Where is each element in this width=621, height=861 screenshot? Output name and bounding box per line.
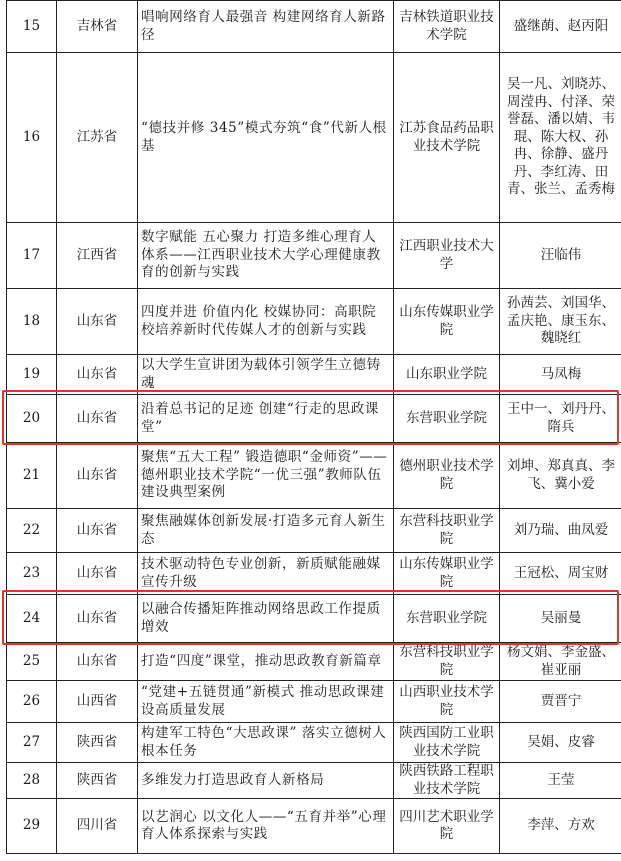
members-cell: 盛继蓢、赵丙阳 (500, 1, 621, 53)
province-cell: 山东省 (57, 443, 138, 509)
table-row (7, 681, 621, 723)
province-cell: 陕西省 (57, 723, 138, 763)
project-title-cell: “德技并修 345”模式夯筑“食”代新人根基 (138, 53, 394, 223)
row-number: 29 (7, 799, 57, 854)
province-cell: 陕西省 (57, 763, 138, 799)
members-cell: 王莹 (500, 763, 621, 799)
row-number: 23 (7, 553, 57, 595)
province-cell: 山东省 (57, 289, 138, 355)
row-number: 24 (7, 595, 57, 643)
institution-cell: 东营科技职业学院 (394, 509, 500, 553)
table-row (7, 443, 621, 509)
award-list-page (6, 0, 615, 854)
institution-cell: 山东传媒职业学院 (394, 553, 500, 595)
project-title-cell: 聚焦“五大工程” 锻造德职“金师资”——德州职业技术学院“一优三强”教师队伍建设典型案例 (138, 443, 394, 509)
institution-cell: 江西职业技术大学 (394, 223, 500, 289)
institution-cell: 四川艺术职业学院 (394, 799, 500, 854)
province-cell: 山东省 (57, 355, 138, 395)
institution-cell: 山东传媒职业学院 (394, 289, 500, 355)
table-row (7, 509, 621, 553)
table-row (7, 289, 621, 355)
members-cell: 刘乃瑞、曲凤爱 (500, 509, 621, 553)
institution-cell: 东营职业学院 (394, 595, 500, 643)
project-title-cell: 以融合传播矩阵推动网络思政工作提质增效 (138, 595, 394, 643)
project-title-cell: 沿着总书记的足迹 创建“行走的思政课堂” (138, 395, 394, 443)
province-cell: 山西省 (57, 681, 138, 723)
project-title-cell: 打造“四度”课堂，推动思政教育新篇章 (138, 643, 394, 681)
row-number: 21 (7, 443, 57, 509)
project-title-cell: 构建军工特色“大思政课” 落实立德树人根本任务 (138, 723, 394, 763)
members-cell: 贾晋宁 (500, 681, 621, 723)
project-title-cell: 四度并进 价值内化 校媒协同：高职院校培养新时代传媒人才的创新与实践 (138, 289, 394, 355)
members-cell: 汪临伟 (500, 223, 621, 289)
project-title-cell: 以大学生宣讲团为载体引领学生立德铸魂 (138, 355, 394, 395)
members-cell: 吴丽曼 (500, 595, 621, 643)
institution-cell: 吉林铁道职业技术学院 (394, 1, 500, 53)
row-number: 28 (7, 763, 57, 799)
members-cell: 王中一、刘丹丹、隋兵 (500, 395, 621, 443)
award-table (6, 0, 621, 854)
table-row (7, 395, 621, 443)
members-cell: 孙茜芸、刘国华、孟庆艳、康玉东、魏晓红 (500, 289, 621, 355)
project-title-cell: “党建+五链贯通”新模式 推动思政课建设高质量发展 (138, 681, 394, 723)
row-number: 17 (7, 223, 57, 289)
members-cell: 吴娟、皮睿 (500, 723, 621, 763)
table-row (7, 723, 621, 763)
row-number: 26 (7, 681, 57, 723)
table-row (7, 223, 621, 289)
table-row (7, 763, 621, 799)
province-cell: 四川省 (57, 799, 138, 854)
members-cell: 杨文娟、李金盛、崔亚丽 (500, 643, 621, 681)
table-row (7, 643, 621, 681)
project-title-cell: 数字赋能 五心聚力 打造多维心理育人体系——江西职业技术大学心理健康教育的创新与实践 (138, 223, 394, 289)
table-row (7, 595, 621, 643)
row-number: 20 (7, 395, 57, 443)
institution-cell: 东营职业学院 (394, 395, 500, 443)
institution-cell: 山东职业学院 (394, 355, 500, 395)
row-number: 22 (7, 509, 57, 553)
members-cell: 马凤梅 (500, 355, 621, 395)
province-cell: 山东省 (57, 553, 138, 595)
members-cell: 李萍、方欢 (500, 799, 621, 854)
institution-cell: 陕西铁路工程职业技术学院 (394, 763, 500, 799)
institution-cell: 山西职业技术学院 (394, 681, 500, 723)
province-cell: 吉林省 (57, 1, 138, 53)
row-number: 19 (7, 355, 57, 395)
institution-cell: 德州职业技术学院 (394, 443, 500, 509)
table-row (7, 1, 621, 53)
table-row (7, 53, 621, 223)
project-title-cell: 以艺润心 以文化人——“五育并举”心理育人体系探索与实践 (138, 799, 394, 854)
province-cell: 山东省 (57, 643, 138, 681)
institution-cell: 江苏食品药品职业技术学院 (394, 53, 500, 223)
members-cell: 刘坤、郑真真、李飞、冀小爱 (500, 443, 621, 509)
project-title-cell: 技术驱动特色专业创新，新质赋能融媒宣传升级 (138, 553, 394, 595)
row-number: 16 (7, 53, 57, 223)
table-row (7, 799, 621, 854)
province-cell: 江西省 (57, 223, 138, 289)
province-cell: 山东省 (57, 509, 138, 553)
table-row (7, 355, 621, 395)
project-title-cell: 多维发力打造思政育人新格局 (138, 763, 394, 799)
table-row (7, 553, 621, 595)
institution-cell: 东营科技职业学院 (394, 643, 500, 681)
row-number: 15 (7, 1, 57, 53)
members-cell: 吴一凡、刘晓苏、周滢冉、付泽、荣誉磊、潘以婧、韦琨、陈大权、孙冉、徐静、盛丹丹、李红涛、田青、张兰、孟秀梅 (500, 53, 621, 223)
row-number: 25 (7, 643, 57, 681)
province-cell: 山东省 (57, 395, 138, 443)
project-title-cell: 唱响网络育人最强音 构建网络育人新路径 (138, 1, 394, 53)
province-cell: 江苏省 (57, 53, 138, 223)
province-cell: 山东省 (57, 595, 138, 643)
project-title-cell: 聚焦融媒体创新发展·打造多元育人新生态 (138, 509, 394, 553)
award-table-body (7, 1, 621, 854)
institution-cell: 陕西国防工业职业技术学院 (394, 723, 500, 763)
members-cell: 王冠松、周宝财 (500, 553, 621, 595)
row-number: 27 (7, 723, 57, 763)
row-number: 18 (7, 289, 57, 355)
